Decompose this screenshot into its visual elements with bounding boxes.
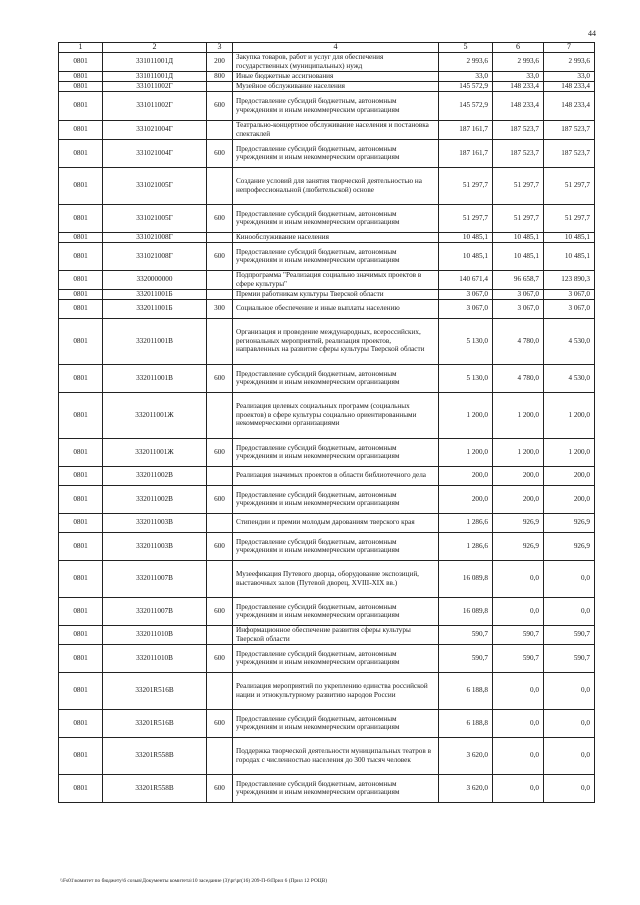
cell-target-code: 331011002Г [103,91,207,120]
cell-amount-2: 0,0 [493,672,544,709]
cell-section: 0801 [59,167,103,204]
cell-section: 0801 [59,485,103,513]
cell-target-code: 33201R516В [103,709,207,737]
cell-expense-type: 600 [207,364,233,392]
cell-name: Предоставление субсидий бюджетным, автономным учреждениям и иным некоммерческим организациям [233,644,439,672]
cell-expense-type [207,232,233,242]
cell-amount-3: 148 233,4 [544,81,595,91]
cell-section: 0801 [59,52,103,71]
column-header: 4 [233,43,439,53]
cell-name: Социальное обеспечение и иные выплаты населению [233,299,439,318]
cell-expense-type: 600 [207,139,233,167]
cell-section: 0801 [59,120,103,139]
table-header-row [59,43,595,53]
cell-amount-1: 1 200,0 [439,392,493,438]
cell-expense-type: 600 [207,242,233,270]
cell-target-code: 332011010В [103,625,207,644]
cell-amount-3: 926,9 [544,513,595,532]
cell-amount-3: 0,0 [544,560,595,597]
cell-amount-3: 3 067,0 [544,299,595,318]
table-row [59,774,595,802]
cell-amount-1: 5 130,0 [439,364,493,392]
cell-name: Кинообслуживание населения [233,232,439,242]
table-row [59,81,595,91]
cell-amount-3: 590,7 [544,644,595,672]
cell-amount-1: 187 161,7 [439,120,493,139]
column-header: 2 [103,43,207,53]
cell-amount-2: 3 067,0 [493,289,544,299]
cell-amount-3: 51 297,7 [544,167,595,204]
cell-expense-type [207,318,233,364]
cell-section: 0801 [59,466,103,485]
cell-expense-type [207,672,233,709]
cell-amount-3: 0,0 [544,737,595,774]
cell-amount-2: 590,7 [493,625,544,644]
table-row [59,167,595,204]
cell-section: 0801 [59,232,103,242]
cell-amount-3: 148 233,4 [544,91,595,120]
cell-name: Закупка товаров, работ и услуг для обеспечения государственных (муниципальных) нужд [233,52,439,71]
cell-target-code: 33201R516В [103,672,207,709]
cell-amount-1: 590,7 [439,644,493,672]
cell-target-code: 331021008Г [103,242,207,270]
cell-expense-type: 600 [207,485,233,513]
cell-amount-1: 10 485,1 [439,242,493,270]
cell-target-code: 331021004Г [103,139,207,167]
table-row [59,91,595,120]
cell-name: Театрально-концертное обслуживание населения и постановка спектаклей [233,120,439,139]
cell-name: Предоставление субсидий бюджетным, автономным учреждениям и иным некоммерческим организациям [233,364,439,392]
cell-section: 0801 [59,513,103,532]
cell-amount-1: 3 620,0 [439,737,493,774]
cell-expense-type [207,737,233,774]
cell-amount-3: 1 200,0 [544,438,595,466]
table-row [59,204,595,232]
cell-amount-2: 0,0 [493,597,544,625]
cell-name: Реализация мероприятий по укреплению единства российской нации и этнокультурному развитию народов России [233,672,439,709]
cell-name: Создание условий для занятия творческой деятельностью на непрофессиональной (любительской) основе [233,167,439,204]
cell-target-code: 332011001В [103,318,207,364]
cell-name: Премии работникам культуры Тверской области [233,289,439,299]
cell-name: Иные бюджетные ассигнования [233,71,439,81]
cell-expense-type [207,466,233,485]
cell-amount-1: 3 067,0 [439,289,493,299]
table-row [59,318,595,364]
cell-amount-3: 200,0 [544,485,595,513]
cell-amount-2: 3 067,0 [493,299,544,318]
cell-amount-3: 187 523,7 [544,139,595,167]
table-row [59,242,595,270]
cell-amount-1: 6 188,8 [439,672,493,709]
cell-name: Стипендии и премии молодым дарованиям тверского края [233,513,439,532]
cell-amount-1: 1 200,0 [439,438,493,466]
cell-target-code: 332011007В [103,597,207,625]
cell-name: Подпрограмма "Реализация социально значимых проектов в сфере культуры" [233,270,439,289]
cell-amount-1: 200,0 [439,485,493,513]
cell-target-code: 331021008Г [103,232,207,242]
cell-section: 0801 [59,774,103,802]
cell-amount-2: 148 233,4 [493,81,544,91]
cell-target-code: 331021005Г [103,167,207,204]
cell-expense-type: 600 [207,597,233,625]
cell-target-code: 332011002В [103,466,207,485]
cell-amount-1: 3 067,0 [439,299,493,318]
cell-section: 0801 [59,737,103,774]
cell-expense-type [207,120,233,139]
cell-amount-2: 187 523,7 [493,139,544,167]
cell-amount-3: 4 530,0 [544,364,595,392]
cell-amount-3: 51 297,7 [544,204,595,232]
budget-table [58,42,595,803]
table-row [59,52,595,71]
cell-name: Реализация значимых проектов в области библиотечного дела [233,466,439,485]
cell-section: 0801 [59,709,103,737]
cell-name: Предоставление субсидий бюджетным, автономным учреждениям и иным некоммерческим организациям [233,709,439,737]
table-row [59,232,595,242]
cell-amount-3: 0,0 [544,672,595,709]
cell-amount-1: 51 297,7 [439,167,493,204]
cell-target-code: 332011001Б [103,299,207,318]
cell-expense-type: 600 [207,709,233,737]
cell-amount-2: 926,9 [493,513,544,532]
cell-name: Предоставление субсидий бюджетным, автономным учреждениям и иным некоммерческим организациям [233,242,439,270]
cell-amount-3: 200,0 [544,466,595,485]
page-number: 44 [588,29,596,38]
cell-target-code: 33201R558В [103,737,207,774]
cell-name: Организация и проведение международных, всероссийских, региональных мероприятий, реализация проектов, направленных на развитие сферы культуры Тверской области [233,318,439,364]
cell-section: 0801 [59,204,103,232]
cell-amount-1: 145 572,9 [439,91,493,120]
cell-section: 0801 [59,139,103,167]
cell-section: 0801 [59,560,103,597]
cell-name: Предоставление субсидий бюджетным, автономным учреждениям и иным некоммерческим организациям [233,204,439,232]
cell-amount-1: 10 485,1 [439,232,493,242]
cell-amount-1: 16 089,8 [439,560,493,597]
cell-expense-type [207,270,233,289]
table-row [59,299,595,318]
table-row [59,644,595,672]
cell-section: 0801 [59,597,103,625]
cell-expense-type: 600 [207,774,233,802]
cell-amount-1: 3 620,0 [439,774,493,802]
cell-target-code: 332011003В [103,513,207,532]
cell-expense-type: 600 [207,644,233,672]
cell-section: 0801 [59,532,103,560]
cell-target-code: 332011001В [103,364,207,392]
table-row [59,672,595,709]
cell-expense-type [207,392,233,438]
cell-amount-3: 0,0 [544,774,595,802]
cell-target-code: 332011001Ж [103,438,207,466]
cell-target-code: 332011010В [103,644,207,672]
table-row [59,120,595,139]
cell-amount-2: 148 233,4 [493,91,544,120]
cell-amount-1: 1 286,6 [439,513,493,532]
cell-section: 0801 [59,364,103,392]
cell-amount-3: 2 993,6 [544,52,595,71]
cell-amount-1: 51 297,7 [439,204,493,232]
cell-amount-2: 200,0 [493,485,544,513]
cell-target-code: 332011001Б [103,289,207,299]
cell-section: 0801 [59,644,103,672]
cell-expense-type: 200 [207,52,233,71]
cell-name: Предоставление субсидий бюджетным, автономным учреждениям и иным некоммерческим организациям [233,597,439,625]
cell-amount-3: 3 067,0 [544,289,595,299]
table-row [59,709,595,737]
cell-target-code: 33201R558В [103,774,207,802]
cell-amount-3: 926,9 [544,532,595,560]
cell-target-code: 332011003В [103,532,207,560]
cell-amount-3: 1 200,0 [544,392,595,438]
cell-expense-type: 600 [207,438,233,466]
cell-amount-2: 0,0 [493,560,544,597]
cell-amount-3: 10 485,1 [544,232,595,242]
cell-expense-type: 300 [207,299,233,318]
table-row [59,485,595,513]
cell-name: Музейное обслуживание населения [233,81,439,91]
table-row [59,597,595,625]
cell-name: Предоставление субсидий бюджетным, автономным учреждениям и иным некоммерческим организациям [233,532,439,560]
cell-amount-1: 16 089,8 [439,597,493,625]
cell-amount-2: 4 780,0 [493,318,544,364]
cell-amount-2: 2 993,6 [493,52,544,71]
cell-amount-1: 1 286,6 [439,532,493,560]
cell-amount-3: 187 523,7 [544,120,595,139]
cell-expense-type [207,560,233,597]
column-header: 7 [544,43,595,53]
cell-section: 0801 [59,289,103,299]
cell-section: 0801 [59,672,103,709]
cell-section: 0801 [59,91,103,120]
cell-amount-2: 1 200,0 [493,392,544,438]
column-header: 1 [59,43,103,53]
cell-amount-2: 0,0 [493,709,544,737]
cell-amount-1: 200,0 [439,466,493,485]
cell-amount-2: 187 523,7 [493,120,544,139]
cell-expense-type [207,625,233,644]
table-row [59,532,595,560]
cell-expense-type: 800 [207,71,233,81]
cell-target-code: 331021004Г [103,120,207,139]
table-row [59,139,595,167]
cell-section: 0801 [59,71,103,81]
cell-amount-2: 51 297,7 [493,167,544,204]
table-row [59,737,595,774]
cell-section: 0801 [59,625,103,644]
table-row [59,625,595,644]
cell-amount-2: 0,0 [493,774,544,802]
cell-name: Поддержка творческой деятельности муниципальных театров в городах с численностью населения до 300 тысяч человек [233,737,439,774]
cell-expense-type [207,167,233,204]
cell-amount-2: 10 485,1 [493,232,544,242]
table-row [59,466,595,485]
cell-expense-type [207,81,233,91]
table-row [59,289,595,299]
cell-amount-3: 0,0 [544,597,595,625]
cell-target-code: 331021005Г [103,204,207,232]
cell-target-code: 331011002Г [103,81,207,91]
cell-amount-1: 5 130,0 [439,318,493,364]
cell-name: Реализация целевых социальных программ (социальных проектов) в сфере культуры социально ориентированными некоммерческими организациями [233,392,439,438]
cell-name: Информационное обеспечение развития сферы культуры Тверской области [233,625,439,644]
cell-target-code: 332011001Ж [103,392,207,438]
cell-target-code: 331011001Д [103,71,207,81]
cell-amount-3: 10 485,1 [544,242,595,270]
cell-section: 0801 [59,299,103,318]
table-row [59,560,595,597]
cell-amount-3: 590,7 [544,625,595,644]
cell-amount-1: 6 188,8 [439,709,493,737]
cell-target-code: 3320000000 [103,270,207,289]
cell-target-code: 332011002В [103,485,207,513]
cell-amount-3: 33,0 [544,71,595,81]
cell-amount-1: 145 572,9 [439,81,493,91]
cell-name: Предоставление субсидий бюджетным, автономным учреждениям и иным некоммерческим организациям [233,485,439,513]
cell-expense-type: 600 [207,532,233,560]
table-row [59,71,595,81]
cell-amount-2: 926,9 [493,532,544,560]
cell-expense-type: 600 [207,91,233,120]
cell-amount-1: 140 671,4 [439,270,493,289]
cell-section: 0801 [59,81,103,91]
cell-amount-3: 123 890,3 [544,270,595,289]
cell-target-code: 332011007В [103,560,207,597]
cell-amount-3: 0,0 [544,709,595,737]
table-row [59,270,595,289]
cell-expense-type: 600 [207,204,233,232]
cell-section: 0801 [59,392,103,438]
cell-name: Предоставление субсидий бюджетным, автономным учреждениям и иным некоммерческим организациям [233,91,439,120]
cell-section: 0801 [59,242,103,270]
cell-section: 0801 [59,318,103,364]
cell-target-code: 331011001Д [103,52,207,71]
cell-amount-2: 51 297,7 [493,204,544,232]
cell-amount-3: 4 530,0 [544,318,595,364]
cell-amount-2: 200,0 [493,466,544,485]
cell-expense-type [207,289,233,299]
cell-amount-2: 10 485,1 [493,242,544,270]
cell-section: 0801 [59,270,103,289]
cell-name: Музеефикация Путевого дворца, оборудование экспозиций, выставочных залов (Путевой дворец, XVIII-XIX вв.) [233,560,439,597]
cell-amount-1: 187 161,7 [439,139,493,167]
cell-name: Предоставление субсидий бюджетным, автономным учреждениям и иным некоммерческим организациям [233,438,439,466]
cell-amount-2: 96 658,7 [493,270,544,289]
footer-file-path: \\Fs01\комитет по бюджету\6 созыв\Документы комитета\10 заседание (3)\pr\pr(16) 209-П-6\Прил 6 (Прил 12 РОЦВ) [60,878,328,884]
cell-section: 0801 [59,438,103,466]
table-row [59,392,595,438]
table-row [59,438,595,466]
column-header: 3 [207,43,233,53]
cell-amount-2: 4 780,0 [493,364,544,392]
column-header: 6 [493,43,544,53]
cell-amount-2: 590,7 [493,644,544,672]
cell-amount-2: 0,0 [493,737,544,774]
cell-amount-1: 590,7 [439,625,493,644]
cell-name: Предоставление субсидий бюджетным, автономным учреждениям и иным некоммерческим организациям [233,774,439,802]
cell-amount-1: 33,0 [439,71,493,81]
cell-expense-type [207,513,233,532]
cell-name: Предоставление субсидий бюджетным, автономным учреждениям и иным некоммерческим организациям [233,139,439,167]
cell-amount-2: 33,0 [493,71,544,81]
table-row [59,364,595,392]
column-header: 5 [439,43,493,53]
table-row [59,513,595,532]
cell-amount-2: 1 200,0 [493,438,544,466]
cell-amount-1: 2 993,6 [439,52,493,71]
